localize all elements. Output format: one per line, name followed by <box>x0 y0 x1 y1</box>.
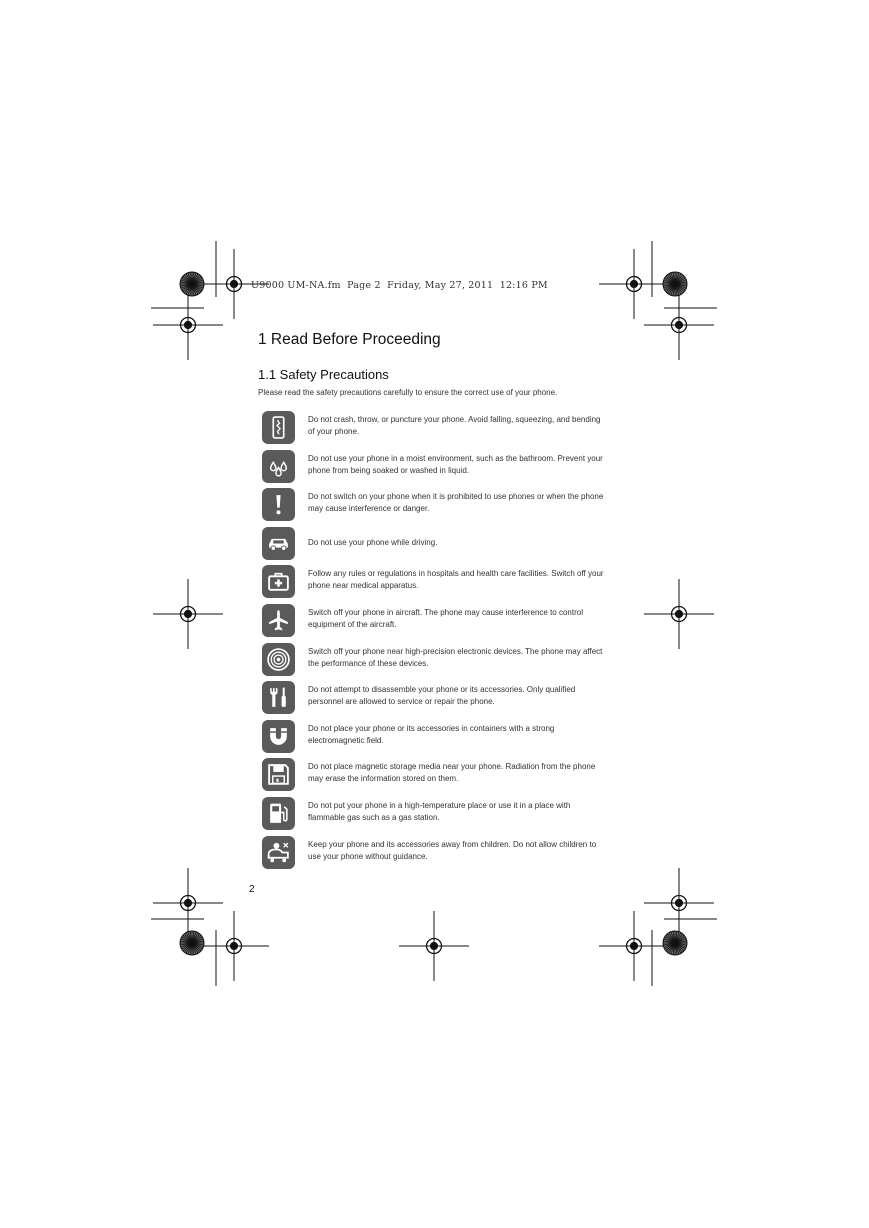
precaution-text: Follow any rules or regulations in hospitals and health care facilities. Switch off your phone near medical apparatus. <box>308 569 604 591</box>
precaution-text: Do not crash, throw, or puncture your phone. Avoid falling, squeezing, and bending of your phone. <box>308 415 601 436</box>
medical-kit-icon <box>262 565 295 598</box>
precaution-text: Do not place magnetic storage media near your phone. Radiation from the phone may erase the information stored on them. <box>308 762 596 784</box>
precaution-item <box>262 643 607 682</box>
precaution-item <box>262 488 607 527</box>
electronic-device-icon <box>262 643 295 676</box>
precaution-text: Do not attempt to disassemble your phone or its accessories. Only qualified personnel are allowed to service or repair the phone. <box>308 685 576 707</box>
precaution-item <box>262 450 607 489</box>
registration-mark <box>399 911 469 981</box>
precaution-text: Do not use your phone while driving. <box>308 537 438 547</box>
color-star-target <box>180 931 204 955</box>
car-icon <box>262 527 295 560</box>
floppy-disk-icon <box>262 758 295 791</box>
precaution-item <box>262 836 607 875</box>
precaution-text: Do not put your phone in a high-temperature place or use it in a place with flammable gas such as a gas station. <box>308 800 571 822</box>
registration-mark <box>153 579 223 649</box>
precaution-item <box>262 565 607 604</box>
precaution-item <box>262 681 607 720</box>
color-star-target <box>180 272 204 296</box>
color-star-target <box>663 272 687 296</box>
print-header-line: U9000 UM-NA.fm Page 2 Friday, May 27, 2011 12:16 PM <box>251 280 548 291</box>
precaution-text: Do not switch on your phone when it is prohibited to use phones or when the phone may cause interference or danger. <box>308 492 604 514</box>
precaution-text: Do not use your phone in a moist environment, such as the bathroom. Prevent your phone from being soaked or washed in liquid. <box>308 453 603 475</box>
magnet-icon <box>262 720 295 753</box>
precaution-item <box>262 527 607 566</box>
registration-mark <box>599 911 669 981</box>
registration-mark <box>644 579 714 649</box>
chapter-title: 1 Read Before Proceeding <box>258 331 441 348</box>
registration-mark <box>599 249 669 319</box>
precaution-text: Do not place your phone or its accessories in containers with a strong electromagnetic field. <box>308 723 555 745</box>
precaution-text: Switch off your phone near high-precision electronic devices. The phone may affect the performance of these devices. <box>308 646 603 668</box>
color-star-target <box>663 931 687 955</box>
registration-mark <box>199 911 269 981</box>
precaution-list <box>262 411 607 874</box>
precaution-text: Switch off your phone in aircraft. The phone may cause interference to control equipment of the aircraft. <box>308 607 583 629</box>
precaution-text: Keep your phone and its accessories away from children. Do not allow children to use your phone without guidance. <box>308 839 597 861</box>
registration-mark <box>644 290 714 360</box>
precaution-item <box>262 720 607 759</box>
precaution-item <box>262 758 607 797</box>
broken-phone-icon <box>262 411 295 444</box>
precaution-item <box>262 604 607 643</box>
registration-mark <box>644 868 714 938</box>
airplane-icon <box>262 604 295 637</box>
fuel-pump-icon <box>262 797 295 830</box>
page-number: 2 <box>249 884 255 895</box>
registration-mark <box>153 868 223 938</box>
precaution-item <box>262 411 607 450</box>
section-title: 1.1 Safety Precautions <box>258 367 389 382</box>
child-icon <box>262 836 295 869</box>
registration-mark <box>153 290 223 360</box>
exclamation-icon <box>262 488 295 521</box>
intro-text: Please read the safety precautions carefully to ensure the correct use of your phone. <box>258 388 558 397</box>
precaution-item <box>262 797 607 836</box>
tools-icon <box>262 681 295 714</box>
water-drops-icon <box>262 450 295 483</box>
